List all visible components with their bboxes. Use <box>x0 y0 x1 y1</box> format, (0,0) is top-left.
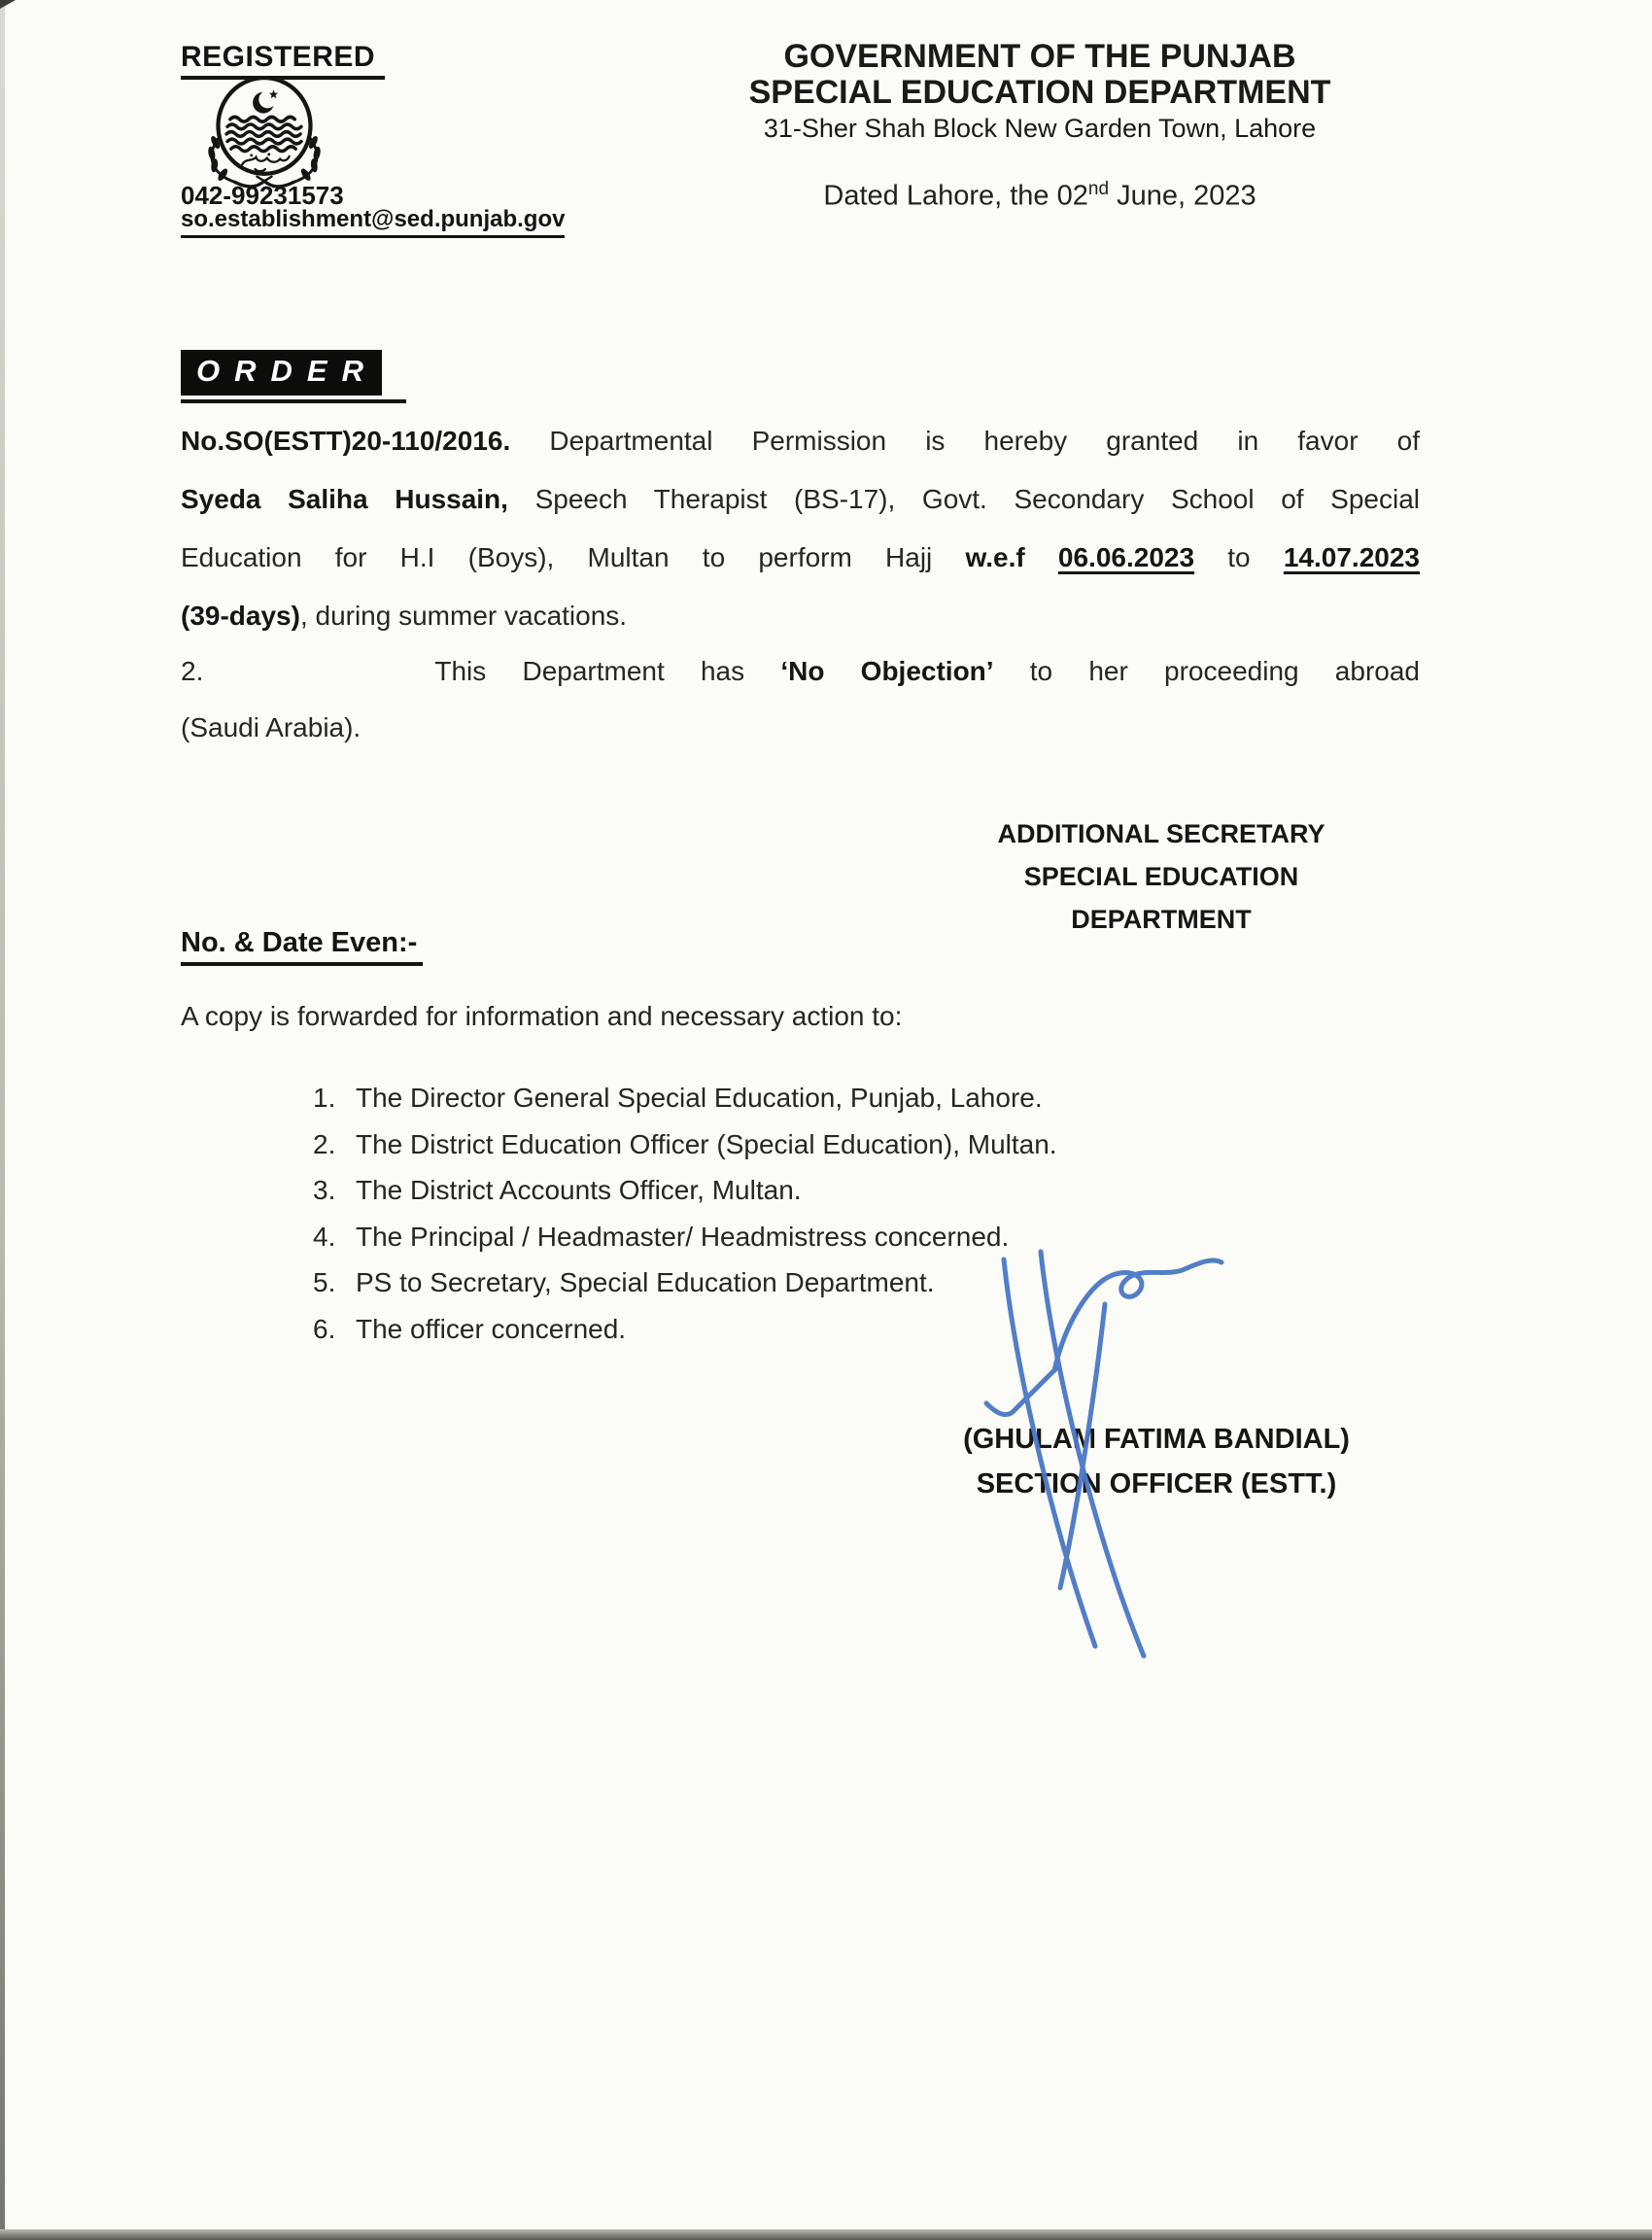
department-address: 31-Sher Shah Block New Garden Town, Lahore <box>763 114 1317 143</box>
signatory-line2: SPECIAL EDUCATION <box>1023 862 1299 891</box>
para2-text2: to her proceeding abroad <box>1029 656 1420 686</box>
list-item-number: 3. <box>313 1175 336 1206</box>
list-item <box>313 1121 1057 1168</box>
para1-line4-text: , during summer vacations. <box>299 601 628 631</box>
email-address: so.establishment@sed.punjab.gov <box>181 206 565 238</box>
letter-date <box>680 179 1399 213</box>
para1-line2 <box>181 470 1420 529</box>
list-item-text: The District Accounts Officer, Multan. <box>356 1175 802 1206</box>
list-item-number: 5. <box>313 1267 336 1298</box>
list-item <box>313 1167 1057 1214</box>
officer-name: Syeda Saliha Hussain, <box>181 484 508 514</box>
signature-title: SECTION OFFICER (ESTT.) <box>976 1468 1337 1499</box>
letterhead <box>680 39 1399 213</box>
list-item-number: 2. <box>313 1128 336 1159</box>
distribution-heading: No. & Date Even:- <box>181 927 423 966</box>
date-to: 14.07.2023 <box>1283 542 1420 572</box>
para2-line1 <box>181 643 1420 700</box>
reference-number: No.SO(ESTT)20-110/2016. <box>181 426 511 456</box>
para2-number: 2. <box>181 656 204 686</box>
list-item-text: The District Education Officer (Special Education), Multan. <box>356 1128 1057 1159</box>
letter-date-suffix: June, 2023 <box>1109 180 1256 212</box>
distribution-intro: A copy is forwarded for information and necessary action to: <box>181 1001 903 1031</box>
para1-line3 <box>181 529 1420 587</box>
para1-line3-text: Education for H.I (Boys), Multan to perform Hajj <box>181 542 933 572</box>
registered-label: REGISTERED <box>181 41 385 80</box>
list-item-number: 4. <box>313 1221 336 1252</box>
government-title: GOVERNMENT OF THE PUNJAB <box>783 38 1296 75</box>
para1-line4 <box>181 587 1420 645</box>
phone-number: 042-99231573 <box>181 181 344 210</box>
list-item-text: The officer concerned. <box>356 1313 627 1344</box>
list-item-text: The Director General Special Education, Punjab, Lahore. <box>356 1083 1043 1113</box>
list-item <box>313 1306 1057 1353</box>
scan-corner-mark <box>0 0 16 9</box>
list-item <box>313 1259 1057 1306</box>
order-heading <box>181 350 406 403</box>
list-item <box>313 1075 1057 1121</box>
to-word: to <box>1227 542 1251 572</box>
order-paragraph-2 <box>181 643 1420 756</box>
list-item-text: PS to Secretary, Special Education Department. <box>356 1267 935 1298</box>
scan-left-edge <box>0 0 5 2240</box>
order-badge: ORDER <box>181 350 382 396</box>
letter-date-prefix: Dated Lahore, the 02 <box>823 180 1088 212</box>
order-paragraph-1 <box>181 412 1420 645</box>
handwritten-signature-ink <box>957 1246 1268 1664</box>
list-item-number: 6. <box>313 1313 336 1344</box>
signature-name: (GHULAM FATIMA BANDIAL) <box>963 1424 1350 1455</box>
department-title: SPECIAL EDUCATION DEPARTMENT <box>748 74 1331 111</box>
para1-line2-text: Speech Therapist (BS-17), Govt. Secondary School of Special <box>534 484 1421 514</box>
order-underline <box>181 399 406 403</box>
distribution-list <box>313 1075 1057 1353</box>
para1-line1-text: Departmental Permission is hereby granted in favor of <box>549 426 1420 456</box>
no-objection-phrase: ‘No Objection’ <box>780 656 994 686</box>
list-item-text: The Principal / Headmaster/ Headmistress concerned. <box>356 1221 1010 1252</box>
para2-line2-text: (Saudi Arabia). <box>181 712 361 742</box>
para2-line2 <box>181 700 1420 756</box>
letter-date-ordinal: nd <box>1087 179 1110 199</box>
wef-label: w.e.f <box>965 542 1025 572</box>
para1-line1 <box>181 412 1420 470</box>
signatory-line1: ADDITIONAL SECRETARY <box>997 819 1325 848</box>
punjab-crest-logo <box>190 78 338 189</box>
list-item <box>313 1214 1057 1260</box>
para2-text1: This Department has <box>434 656 745 686</box>
duration-days: (39-days) <box>181 601 300 631</box>
list-item-number: 1. <box>313 1083 336 1113</box>
date-from: 06.06.2023 <box>1057 542 1195 572</box>
scan-bottom-edge <box>0 2229 1652 2240</box>
signatory-line3: DEPARTMENT <box>1071 905 1252 934</box>
signatory-designation <box>972 812 1351 941</box>
